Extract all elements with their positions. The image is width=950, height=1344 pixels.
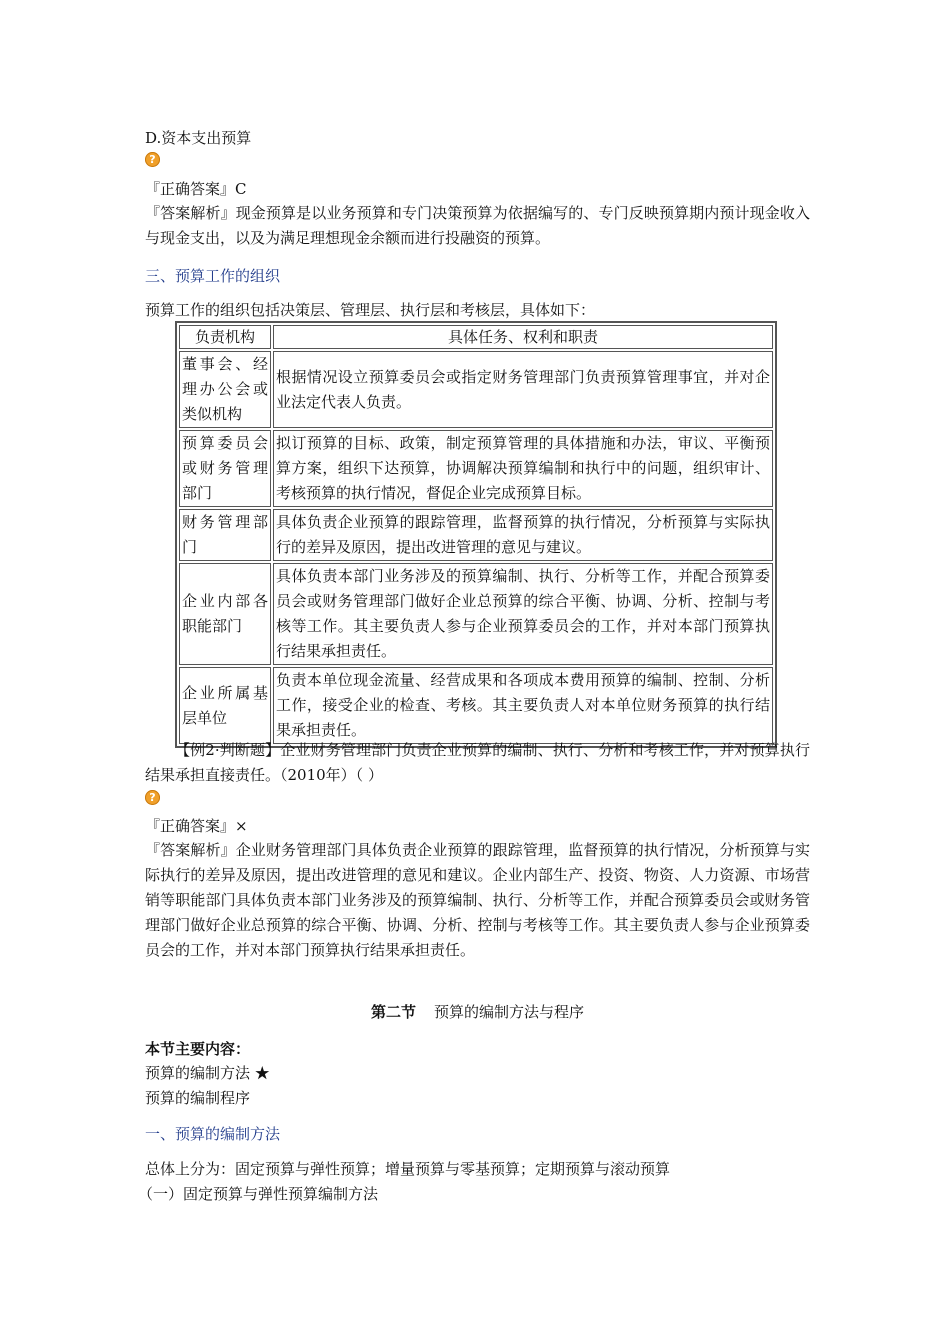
main-content-item: 预算的编制程序 — [145, 1089, 251, 1107]
table-row — [179, 509, 773, 561]
option-d: D.资本支出预算 — [145, 129, 252, 147]
answer-analysis-1: 『答案解析』现金预算是以业务预算和专门决策预算为依据编写的、专门反映预算期内预计现金收入与现金支出，以及为满足理想现金余额而进行投融资的预算。 — [145, 204, 810, 247]
org-cell: 财务管理部门 — [179, 509, 271, 561]
table-row — [179, 430, 773, 507]
section-number: 第二节 — [370, 1003, 416, 1021]
question-mark-icon[interactable]: ? — [145, 152, 160, 167]
method-summary: 总体上分为：固定预算与弹性预算；增量预算与零基预算；定期预算与滚动预算 — [145, 1160, 671, 1178]
section3-heading: 三、预算工作的组织 — [145, 267, 281, 285]
correct-answer-1: 『正确答案』C — [145, 180, 247, 198]
table-header-cell: 具体任务、权利和职责 — [273, 325, 773, 349]
answer-analysis-2: 『答案解析』企业财务管理部门具体负责企业预算的跟踪管理，监督预算的执行情况，分析预算与实际执行的差异及原因，提出改进管理的意见和建议。企业内部生产、投资、物资、人力资源、市场营销等职能部门具体负责本部门业务涉及的预算编制、执行、分析等工作，并配合预算委员会或财务管理部门做好企业总预算的综合平衡、协调、分析、控制与考核等工作。其主要负责人参与企业预算委员会的工作，并对本部门预算执行结果承担责任。 — [145, 841, 810, 959]
responsibility-table — [175, 321, 777, 748]
duty-cell: 具体负责本部门业务涉及的预算编制、执行、分析等工作，并配合预算委员会或财务管理部门做好企业总预算的综合平衡、协调、分析、控制与考核等工作。其主要负责人参与企业预算委员会的工作，并对本部门预算执行结果承担责任。 — [273, 563, 773, 665]
org-cell: 企业所属基层单位 — [179, 667, 271, 744]
table-header-row — [179, 325, 773, 349]
table-row — [179, 667, 773, 744]
table-row — [179, 563, 773, 665]
subsection-heading: （一）固定预算与弹性预算编制方法 — [138, 1185, 379, 1203]
section3-intro: 预算工作的组织包括决策层、管理层、执行层和考核层，具体如下： — [145, 301, 596, 319]
section-name: 预算的编制方法与程序 — [434, 1003, 585, 1021]
method-heading: 一、预算的编制方法 — [145, 1125, 281, 1143]
question-mark-icon[interactable]: ? — [145, 790, 160, 805]
section-title — [145, 1000, 810, 1024]
correct-answer-2: 『正确答案』× — [145, 817, 248, 835]
org-cell: 预算委员会或财务管理部门 — [179, 430, 271, 507]
duty-cell: 负责本单位现金流量、经营成果和各项成本费用预算的编制、控制、分析工作，接受企业的检查、考核。其主要负责人对本单位财务预算的执行结果承担责任。 — [273, 667, 773, 744]
main-content-label: 本节主要内容： — [145, 1040, 251, 1058]
org-cell: 董事会、经理办公会或类似机构 — [179, 351, 271, 428]
org-cell: 企业内部各职能部门 — [179, 563, 271, 665]
duty-cell: 具体负责企业预算的跟踪管理，监督预算的执行情况，分析预算与实际执行的差异及原因，提出改进管理的意见与建议。 — [273, 509, 773, 561]
table-row — [179, 351, 773, 428]
duty-cell: 拟订预算的目标、政策，制定预算管理的具体措施和办法，审议、平衡预算方案，组织下达预算，协调解决预算编制和执行中的问题，组织审计、考核预算的执行情况，督促企业完成预算目标。 — [273, 430, 773, 507]
example2-question: 【例2·判断题】企业财务管理部门负责企业预算的编制、执行、分析和考核工作，并对预算执行结果承担直接责任。（2010年）（ ） — [145, 741, 810, 784]
duty-cell: 根据情况设立预算委员会或指定财务管理部门负责预算管理事宜，并对企业法定代表人负责。 — [273, 351, 773, 428]
main-content-item: 预算的编制方法 ★ — [145, 1064, 270, 1082]
table-header-cell: 负责机构 — [179, 325, 271, 349]
